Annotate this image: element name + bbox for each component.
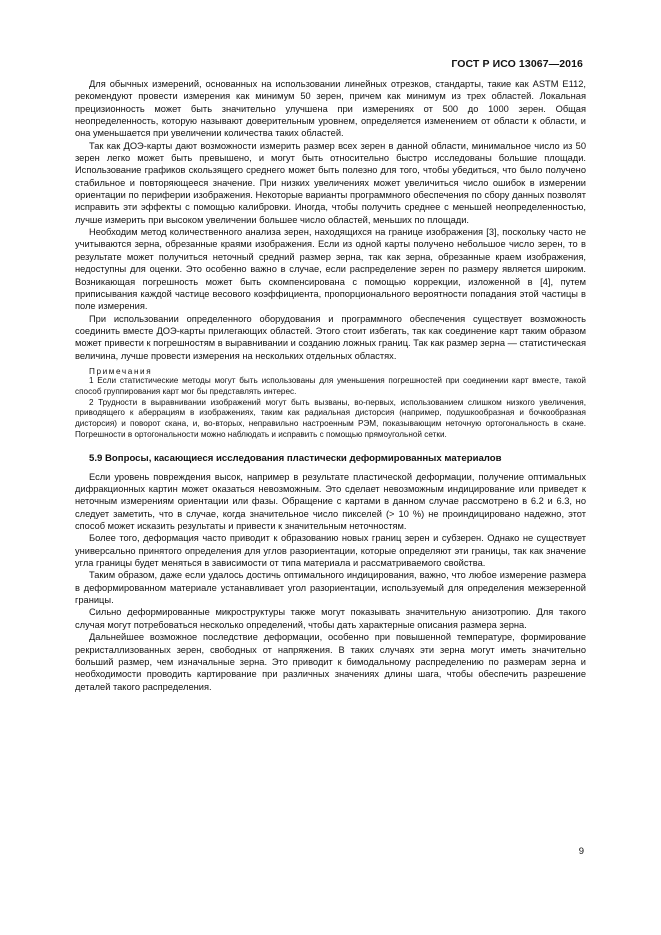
note-item: 1 Если статистические методы могут быть использованы для уменьшения погрешностей при соединении карт вместе, такой способ группирования карт мог бы представлять интерес. — [75, 375, 586, 396]
page-content — [75, 78, 586, 693]
paragraph: Таким образом, даже если удалось достичь оптимального индицирования, важно, что любое измерение размера в деформированном материале устанавливает угол разориентации, используемый для определения межзеренной границы. — [75, 570, 586, 606]
paragraph: Необходим метод количественного анализа зерен, находящихся на границе изображения [3], поскольку часто не учитываются зерна, обрезанные краями изображения. Если из одной карты получено небольшое число зерен, то в результате может получиться неточный средний размер зерна, так как зерна, обрезанные краем изображения, недоступны для оценки. Это особенно важно в случае, если распределение зерен по размеру является широким. Возникающая погрешность может быть скомпенсирована с помощью коррекции, изложенной в [4], путем приписывания каждой частице весового коэффициента, пропорционального вероятности попадания этой частицы в поле измерения. — [75, 227, 586, 312]
paragraph: Более того, деформация часто приводит к образованию новых границ зерен и субзерен. Однако не существует универсально принятого определения для углов разориентации, которые определяют эти границы, так как значение угла границы будет меняться в зависимости от типа материала и рассматриваемого свойства. — [75, 533, 586, 569]
paragraph: При использовании определенного оборудования и программного обеспечения существует возможность соединить вместе ДОЭ-карты прилегающих областей. Этого стоит избегать, так как соединение карт таким образом может привести к погрешностям в выравнивании и созданию ложных границ. Так как размер зерна — статистическая величина, лучше провести измерения на нескольких отдельных областях. — [75, 313, 586, 361]
paragraph: Сильно деформированные микроструктуры также могут показывать значительную анизотропию. Для такого случая могут потребоваться несколько определений, чтобы дать характерные описания размера зерна. — [75, 607, 586, 630]
note-item: 2 Трудности в выравнивании изображений могут быть вызваны, во-первых, использованием слишком низкого увеличения, приводящего к аберрациям в изображениях, таким как радиальная дисторсия (например, подушкообразная и бочкообразная дисторсия) и поворот скана, и, во-вторых, неправильно настроенным РЭМ, показывающим неточную ортогональность в скане. Погрешности в ортогональности можно наблюдать и исправить с помощью прямоугольной сетки. — [75, 397, 586, 439]
page-number: 9 — [578, 846, 584, 857]
notes-title: Примечания — [89, 366, 153, 376]
paragraph: Дальнейшее возможное последствие деформации, особенно при повышенной температуре, формирование рекристаллизованных зерен, свободных от напряжения. В таких случаях эти зерна могут иметь значительно больший размер, чем изначальные зерна. Это приводит к бимодальному распределению по размерам зерна и необходимости проводить картирование при различных значениях длины шага, чтобы обеспечить разрешение деталей такого распределения. — [75, 632, 586, 692]
paragraph: Если уровень повреждения высок, например в результате пластической деформации, получение оптимальных дифракционных картин может оказаться невозможным. Это сделает невозможным индицирование или приведет к неточным измерениям ориентации или фазы. Обращение с картами в данном случае рассмотрено в 6.2 и 6.3, но следует заметить, что в случае, когда значительное число пикселей (> 10 %) не проиндицировано надежно, этот способ может исказить результаты и привести к значительным неточностям. — [75, 471, 586, 532]
paragraph: Так как ДОЭ-карты дают возможности измерить размер всех зерен в данной области, минимальное число из 50 зерен легко может быть превышено, и могут быть относительно быстро исследованы большие площади. Использование графиков скользящего среднего может быть полезно для того, чтобы убедиться, что было получено стабильное и повторяющееся значение. При низких увеличениях может увеличиться число ошибок в измерении ориентации по периферии изображения. Некоторые варианты программного обеспечения по сбору данных позволят исправить эти эффекты с помощью калибровки. Иногда, чтобы получить среднее с меньшей неопределенностью, лучше измерить при высоком увеличении большее число областей, меньших по площади. — [75, 140, 586, 225]
section-title: 5.9 Вопросы, касающиеся исследования пластически деформированных материалов — [89, 452, 502, 464]
paragraph: Для обычных измерений, основанных на использовании линейных отрезков, стандарты, такие как ASTM E112, рекомендуют провести измерения как минимум 50 зерен, причем как минимум из трех областей. Локальная прецизионность может быть значительно улучшена при измерениях от 500 до 1000 зерен. Общая неопределенность, которую называют доверительным уровнем, определяется изменением от области к области, и она уменьшается при увеличении количества таких областей. — [75, 79, 586, 139]
standard-header: ГОСТ Р ИСО 13067—2016 — [451, 58, 583, 70]
